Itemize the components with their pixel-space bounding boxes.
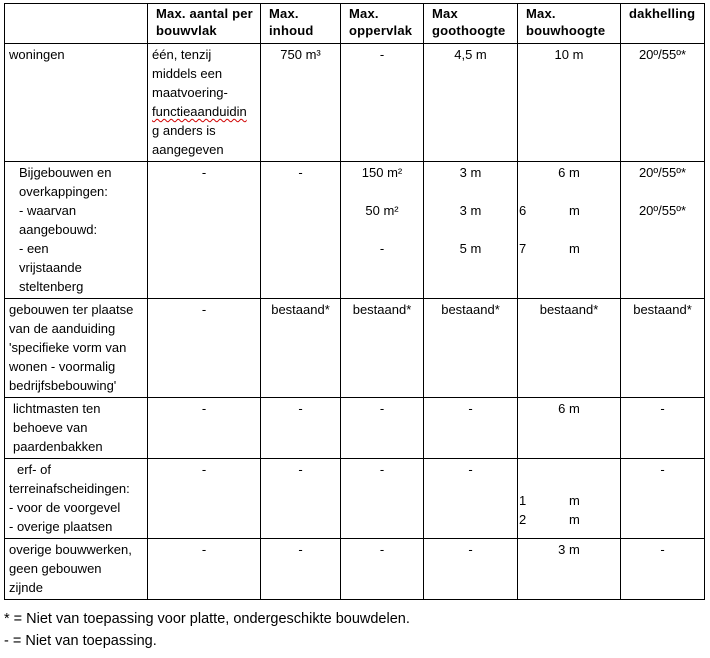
header-max-oppervlak: Max. oppervlak <box>341 4 424 44</box>
cell-dakhelling: bestaand* <box>621 299 705 398</box>
cell-oppervlak: - <box>341 539 424 600</box>
header-max-goothoogte: Max goothoogte <box>424 4 518 44</box>
cell-oppervlak: - <box>341 459 424 539</box>
row-label-lichtmasten: lichtmasten ten behoeve van paardenbakken <box>5 398 148 459</box>
cell-bouwhoogte: 6 m 6 m 7 m <box>518 162 621 299</box>
cell-aantal: - <box>148 162 261 299</box>
cell-bouwhoogte <box>518 459 621 539</box>
cell-aantal: - <box>148 459 261 539</box>
table-row <box>5 539 705 600</box>
spellcheck-underline: functieaanduidin <box>152 104 247 119</box>
row-label-erfafscheidingen: erf- of terreinafscheidingen: - voor de voorgevel - overige plaatsen <box>5 459 148 539</box>
cell-inhoud: - <box>261 539 341 600</box>
header-label <box>5 4 148 44</box>
bouwhoogte-split-value: 2 m <box>519 512 580 527</box>
cell-aantal: één, tenzij middels een maatvoering- functieaanduidin g anders is aangegeven <box>148 44 261 162</box>
cell-inhoud: - <box>261 459 341 539</box>
cell-oppervlak: - <box>341 44 424 162</box>
cell-aantal: - <box>148 539 261 600</box>
table-row <box>5 162 705 299</box>
cell-goothoogte: - <box>424 398 518 459</box>
table-row <box>5 398 705 459</box>
table-row <box>5 299 705 398</box>
cell-goothoogte: 3 m 3 m 5 m <box>424 162 518 299</box>
cell-bouwhoogte: 6 m <box>518 398 621 459</box>
header-row <box>5 4 705 44</box>
cell-dakhelling: - <box>621 398 705 459</box>
header-dakhelling: dakhelling <box>621 4 705 44</box>
cell-dakhelling: - <box>621 539 705 600</box>
cell-bouwhoogte: 3 m <box>518 539 621 600</box>
cell-inhoud: 750 m³ <box>261 44 341 162</box>
cell-dakhelling: 20º/55º* <box>621 44 705 162</box>
bouwhoogte-split-value: 6 m <box>519 203 580 218</box>
cell-inhoud: - <box>261 398 341 459</box>
bouwhoogte-split-value: 7 m <box>519 241 580 256</box>
row-label-gebouwen: gebouwen ter plaatse van de aanduiding 'specifieke vorm van wonen - voormalig bedrijfsbebouwing' <box>5 299 148 398</box>
cell-aantal: - <box>148 398 261 459</box>
row-label-woningen: woningen <box>5 44 148 162</box>
cell-oppervlak: 150 m² 50 m² - <box>341 162 424 299</box>
header-max-bouwhoogte: Max. bouwhoogte <box>518 4 621 44</box>
bouwhoogte-split-value: 1 m <box>519 493 580 508</box>
cell-bouwhoogte: 10 m <box>518 44 621 162</box>
cell-goothoogte: - <box>424 539 518 600</box>
regulations-table <box>4 3 705 600</box>
row-label-bijgebouwen: Bijgebouwen en overkappingen: - waarvan aangebouwd: - een vrijstaande steltenberg <box>5 162 148 299</box>
cell-dakhelling: 20º/55º* 20º/55º* <box>621 162 705 299</box>
cell-inhoud: bestaand* <box>261 299 341 398</box>
header-max-aantal: Max. aantal per bouwvlak <box>148 4 261 44</box>
cell-goothoogte: 4,5 m <box>424 44 518 162</box>
footnote-asterisk: * = Niet van toepassing voor platte, ondergeschikte bouwdelen. <box>4 611 410 627</box>
cell-bouwhoogte: bestaand* <box>518 299 621 398</box>
row-label-overige-bouwwerken: overige bouwwerken, geen gebouwen zijnde <box>5 539 148 600</box>
footnotes <box>4 608 410 652</box>
cell-goothoogte: bestaand* <box>424 299 518 398</box>
table-row <box>5 459 705 539</box>
footnote-dash: - = Niet van toepassing. <box>4 633 157 649</box>
cell-goothoogte: - <box>424 459 518 539</box>
cell-dakhelling: - <box>621 459 705 539</box>
cell-inhoud: - <box>261 162 341 299</box>
cell-oppervlak: - <box>341 398 424 459</box>
table-row <box>5 44 705 162</box>
header-max-inhoud: Max. inhoud <box>261 4 341 44</box>
cell-aantal: - <box>148 299 261 398</box>
cell-oppervlak: bestaand* <box>341 299 424 398</box>
